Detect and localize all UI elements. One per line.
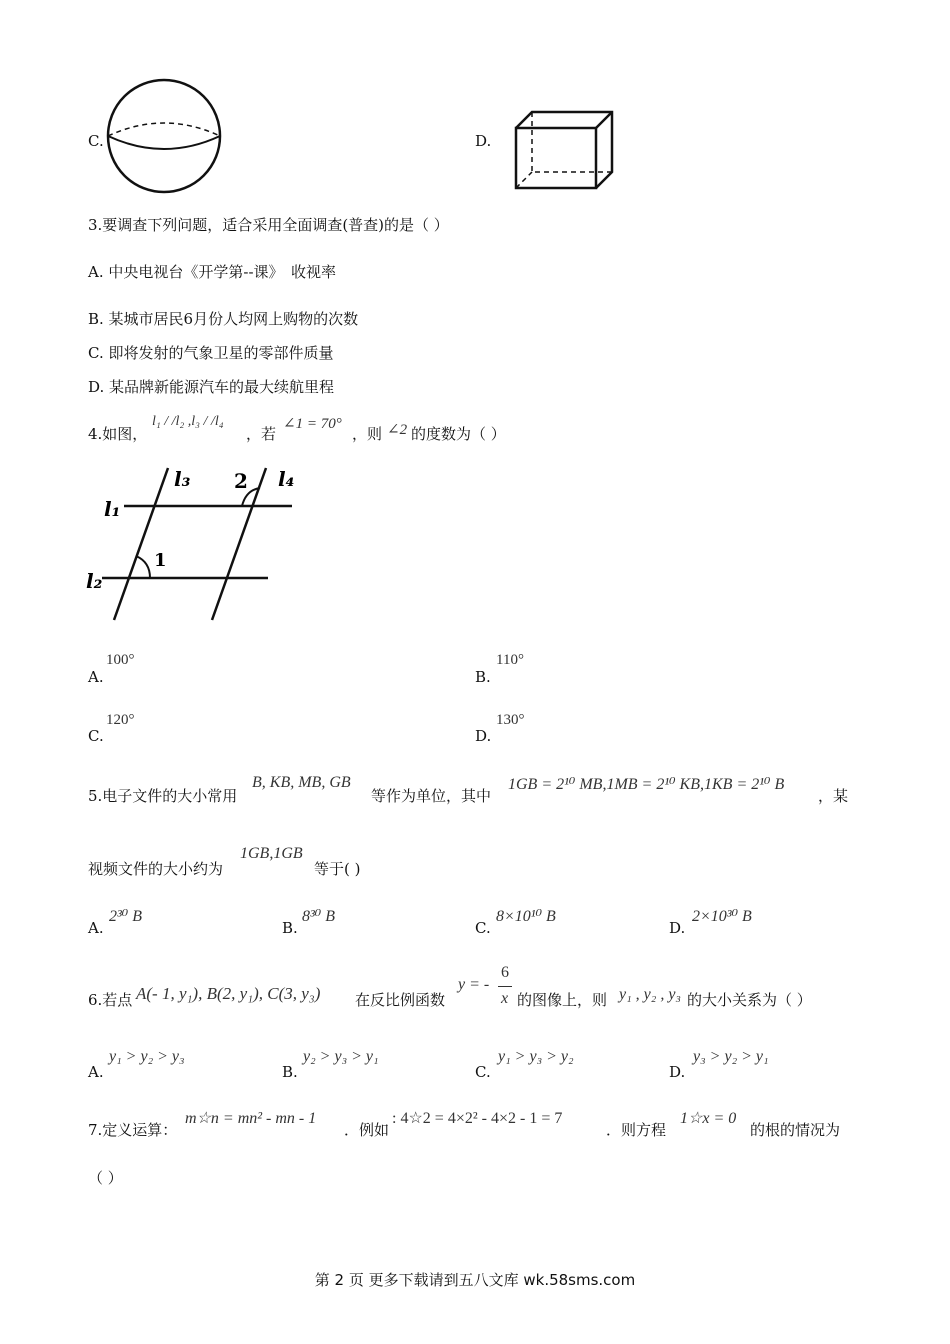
q6-option-d-label: D. <box>669 1063 686 1081</box>
q7-stem-suffix: 的根的情况为 <box>750 1121 841 1139</box>
q5-stem-prefix: 5.电子文件的大小常用 <box>88 787 238 805</box>
q4-option-d-value: 130° <box>496 712 525 728</box>
page-footer: 第 2 页 更多下载请到五八文库 wk.58sms.com <box>314 1271 636 1289</box>
q4-option-c-label: C. <box>88 727 104 745</box>
q7-stem-example: : 4☆2 = 4×2² - 4×2 - 1 = 7 <box>392 1110 563 1127</box>
q3-option-d: D. 某品牌新能源汽车的最大续航里程 <box>88 378 335 396</box>
q6-stem-prefix: 6.若点 <box>88 991 133 1009</box>
q5-option-b-label: B. <box>282 919 298 937</box>
q4-option-a-label: A. <box>88 668 104 686</box>
q5-stem-mid: 等作为单位，其中 <box>371 787 492 805</box>
q3-option-a: A. 中央电视台《开学第--课》 收视率 <box>88 263 337 281</box>
figure-label-l4: l₄ <box>278 467 295 491</box>
q6-option-c-label: C. <box>475 1063 491 1081</box>
option-c-label: C. <box>88 132 104 150</box>
q4-option-b-value: 110° <box>496 652 524 668</box>
q5-option-d-label: D. <box>669 919 686 937</box>
q4-option-c-value: 120° <box>106 712 135 728</box>
q7-stem-mid2: ．则方程 <box>606 1121 667 1139</box>
q3-option-c: C. 即将发射的气象卫星的零部件质量 <box>88 344 334 362</box>
q4-option-b-label: B. <box>475 668 491 686</box>
q5-option-b-value: 8³⁰ B <box>302 908 335 925</box>
parallel-lines-figure <box>84 460 304 630</box>
q6-option-b-label: B. <box>282 1063 298 1081</box>
q6-stem-mid: 在反比例函数 <box>355 991 446 1009</box>
cuboid-figure <box>510 106 620 192</box>
q4-stem-mid: ，若 <box>246 425 277 443</box>
q5-stem-suffix: ，某 <box>818 787 849 805</box>
q6-stem-func-fraction-bar <box>498 986 512 987</box>
q5-stem-units: B, KB, MB, GB <box>252 774 351 791</box>
q6-option-a-value: y₁ > y₂ > y₃ <box>109 1048 185 1065</box>
q4-stem-math-angle1: ∠1 = 70° <box>283 416 342 432</box>
q5-line2-math: 1GB,1GB <box>240 845 303 862</box>
q5-line2-suffix: 等于( ) <box>314 860 361 878</box>
q4-stem-math-angle2: ∠2 <box>387 422 408 438</box>
q5-stem-conversion: 1GB = 2¹⁰ MB,1MB = 2¹⁰ KB,1KB = 2¹⁰ B <box>508 776 785 793</box>
q5-option-a-value: 2³⁰ B <box>109 908 142 925</box>
q4-option-a-value: 100° <box>106 652 135 668</box>
q5-line2-prefix: 视频文件的大小约为 <box>88 860 224 878</box>
q7-stem-prefix: 7.定义运算： <box>88 1121 178 1139</box>
q6-stem-func-lhs: y = - <box>458 976 490 993</box>
q6-stem-suffix: 的大小关系为（ ） <box>687 991 812 1009</box>
q5-option-d-value: 2×10³⁰ B <box>692 908 752 925</box>
q7-stem-mid: ．例如 <box>344 1121 390 1139</box>
q7-stem-equation: 1☆x = 0 <box>680 1110 737 1127</box>
figure-label-l3: l₃ <box>174 467 191 491</box>
q5-option-c-label: C. <box>475 919 491 937</box>
q4-stem-prefix: 4.如图， <box>88 425 148 443</box>
q4-stem-math-parallel: l₁ / /l₂ ,l₃ / /l₄ <box>152 414 224 429</box>
q4-stem-mid2: ，则 <box>352 425 383 443</box>
q6-stem-mid2: 的图像上，则 <box>517 991 608 1009</box>
q5-option-c-value: 8×10¹⁰ B <box>496 908 556 925</box>
option-d-label: D. <box>475 132 492 150</box>
q4-option-d-label: D. <box>475 727 492 745</box>
figure-label-l1: l₁ <box>104 497 121 521</box>
q6-option-a-label: A. <box>88 1063 104 1081</box>
q6-option-c-value: y₁ > y₃ > y₂ <box>498 1048 574 1065</box>
figure-label-l2: l₂ <box>86 569 103 593</box>
q5-option-a-label: A. <box>88 919 104 937</box>
q7-stem-definition: m☆n = mn² - mn - 1 <box>185 1110 317 1127</box>
q6-stem-ys: y₁ , y₂ , y₃ <box>619 986 681 1003</box>
q3-option-b: B. 某城市居民6月份人均网上购物的次数 <box>88 310 359 328</box>
q6-stem-func-denominator: x <box>501 990 509 1007</box>
figure-label-angle1: 1 <box>154 550 167 571</box>
q6-stem-func-numerator: 6 <box>501 964 509 981</box>
q3-stem: 3.要调查下列问题，适合采用全面调查(普查)的是（ ） <box>88 216 449 234</box>
q6-stem-points: A(- 1, y₁), B(2, y₁), C(3, y₃) <box>136 984 321 1003</box>
q6-option-d-value: y₃ > y₂ > y₁ <box>693 1048 769 1065</box>
sphere-figure <box>104 78 224 194</box>
q7-answer-blank: （ ） <box>88 1169 123 1187</box>
q4-stem-suffix: 的度数为（ ） <box>411 425 506 443</box>
figure-label-angle2: 2 <box>234 469 248 493</box>
q6-option-b-value: y₂ > y₃ > y₁ <box>303 1048 379 1065</box>
